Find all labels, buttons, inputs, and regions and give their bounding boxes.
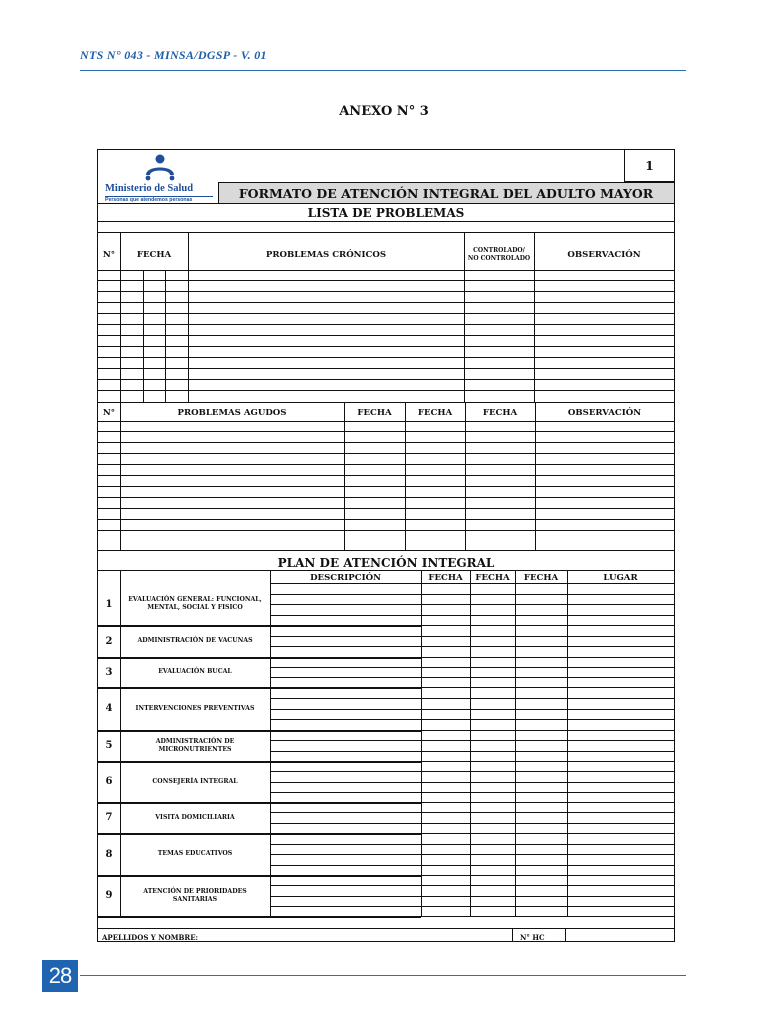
plan-item-rule xyxy=(98,916,421,918)
chronic-row-rule xyxy=(98,335,674,336)
chronic-row-rule xyxy=(98,390,674,391)
acute-col-date-1: FECHA xyxy=(357,408,392,418)
plan-subrow-rule xyxy=(270,698,674,699)
chronic-date-subdivider xyxy=(165,270,166,402)
plan-item-rule xyxy=(98,657,421,659)
plan-subrow-rule xyxy=(270,782,674,783)
plan-col-date-2: FECHA xyxy=(475,573,510,583)
acute-col-divider xyxy=(405,402,406,550)
plan-subrow-rule xyxy=(421,833,674,834)
plan-item-label: ATENCIÓN DE PRIORIDADES SANITARIAS xyxy=(143,887,247,903)
plan-subrow-rule xyxy=(270,615,674,616)
plan-col-date-3: FECHA xyxy=(523,573,559,583)
acute-row-rule xyxy=(98,475,674,476)
rule xyxy=(98,203,674,204)
plan-subrow-rule xyxy=(270,854,674,855)
hc-label: N° HC xyxy=(520,933,545,942)
footer-rule xyxy=(98,928,674,929)
person-icon xyxy=(140,153,180,183)
plan-subrow-rule xyxy=(421,687,674,688)
header-rule xyxy=(80,70,686,71)
form-title: FORMATO DE ATENCIÓN INTEGRAL DEL ADULTO MAYOR xyxy=(238,186,654,201)
plan-subrow-rule xyxy=(421,875,674,876)
chronic-col-controlled-2: NO CONTROLADO xyxy=(467,255,531,262)
plan-subrow-rule xyxy=(270,594,674,595)
plan-header-rule xyxy=(270,583,674,584)
plan-subrow-rule xyxy=(421,802,674,803)
plan-subrow-rule xyxy=(270,906,674,907)
hc-field[interactable] xyxy=(568,930,672,942)
chronic-col-num: N° xyxy=(102,250,116,260)
plan-item-label: ADMINISTRACIÓN DE MICRONUTRIENTES xyxy=(155,737,235,753)
form-subtitle: LISTA DE PROBLEMAS xyxy=(307,206,465,220)
plan-item-number: 9 xyxy=(105,890,113,901)
plan-item-label: EVALUACIÓN GENERAL: FUNCIONAL, MENTAL, SOCIAL Y FISICO xyxy=(128,596,262,611)
plan-subrow-rule xyxy=(270,792,674,793)
plan-item-rule xyxy=(98,625,421,627)
acute-col-date-2: FECHA xyxy=(417,408,453,418)
plan-item-number: 3 xyxy=(105,666,113,678)
acute-row-rule xyxy=(98,431,674,432)
plan-subrow-rule xyxy=(270,677,674,678)
plan-item-number: 1 xyxy=(105,598,113,610)
plan-item-label: VISITA DOMICILIARIA xyxy=(155,813,235,821)
plan-subrow-rule xyxy=(421,916,674,917)
surname-name-field[interactable] xyxy=(202,930,512,942)
plan-subrow-rule xyxy=(270,740,674,741)
logo-tagline: Personas que atendemos personas xyxy=(105,197,193,203)
acute-col-divider xyxy=(535,402,536,550)
page-number: 28 xyxy=(42,960,78,992)
acute-col-divider xyxy=(120,402,121,550)
plan-item-number: 4 xyxy=(105,703,113,714)
chronic-col-controlled-1: CONTROLADO/ xyxy=(473,247,525,254)
plan-col-place: LUGAR xyxy=(603,573,638,583)
acute-row-rule xyxy=(98,508,674,509)
footer-divider xyxy=(512,928,513,941)
acute-row-rule xyxy=(98,530,674,531)
chronic-date-subdivider xyxy=(143,270,144,402)
chronic-row-rule xyxy=(98,313,674,314)
plan-item-number: 8 xyxy=(105,848,113,860)
acute-row-rule xyxy=(98,497,674,498)
footer-rule xyxy=(80,975,686,976)
plan-subrow-rule xyxy=(270,751,674,752)
chronic-col-date: FECHA xyxy=(136,250,172,260)
plan-subrow-rule xyxy=(270,865,674,866)
acute-row-rule xyxy=(98,453,674,454)
acute-col-divider xyxy=(465,402,466,550)
chronic-col-divider xyxy=(464,232,465,402)
acute-row-rule xyxy=(98,442,674,443)
plan-subrow-rule xyxy=(421,761,674,762)
acute-col-divider xyxy=(344,402,345,550)
plan-subrow-rule xyxy=(270,844,674,845)
chronic-col-divider xyxy=(120,232,121,402)
chronic-row-rule xyxy=(98,324,674,325)
chronic-row-rule xyxy=(98,302,674,303)
plan-item-rule xyxy=(98,761,421,763)
ministry-logo xyxy=(102,152,220,204)
plan-title-rule xyxy=(98,570,674,571)
acute-row-rule xyxy=(98,486,674,487)
plan-item-rule xyxy=(98,687,421,689)
plan-subrow-rule xyxy=(270,771,674,772)
chronic-row-rule xyxy=(98,379,674,380)
acute-header-rule xyxy=(98,421,674,422)
plan-subrow-rule xyxy=(270,719,674,720)
plan-title: PLAN DE ATENCIÓN INTEGRAL xyxy=(277,556,495,570)
acute-end-rule xyxy=(98,550,674,551)
rule xyxy=(98,232,674,233)
chronic-row-rule xyxy=(98,368,674,369)
chronic-row-rule xyxy=(98,357,674,358)
plan-item-rule xyxy=(98,802,421,804)
plan-item-label: EVALUACIÓN BUCAL xyxy=(158,668,232,675)
plan-subrow-rule xyxy=(421,730,674,731)
chronic-header-rule xyxy=(98,270,674,271)
acute-col-date-3: FECHA xyxy=(482,408,518,418)
footer-divider xyxy=(565,928,566,941)
plan-subrow-rule xyxy=(270,885,674,886)
plan-item-label: CONSEJERÍA INTEGRAL xyxy=(152,777,238,785)
plan-subrow-rule xyxy=(270,646,674,647)
chronic-row-rule xyxy=(98,291,674,292)
plan-item-label: ADMINISTRACIÓN DE VACUNAS xyxy=(137,637,253,644)
plan-subrow-rule xyxy=(270,667,674,668)
chronic-row-rule xyxy=(98,346,674,347)
chronic-col-divider xyxy=(188,232,189,402)
plan-subrow-rule xyxy=(421,657,674,658)
plan-subrow-rule xyxy=(270,823,674,824)
plan-item-number: 7 xyxy=(105,812,113,823)
logo-name: Ministerio de Salud xyxy=(105,183,194,194)
plan-item-label: TEMAS EDUCATIVOS xyxy=(157,850,233,857)
care-form xyxy=(97,149,675,942)
plan-item-number: 5 xyxy=(105,740,113,751)
plan-item-rule xyxy=(98,730,421,732)
acute-col-obs: OBSERVACIÓN xyxy=(567,408,642,418)
document-code: NTS N° 043 - MINSA/DGSP - V. 01 xyxy=(80,48,267,62)
plan-subrow-rule xyxy=(270,636,674,637)
plan-subrow-rule xyxy=(270,812,674,813)
plan-col-date-1: FECHA xyxy=(428,573,463,583)
acute-row-rule xyxy=(98,464,674,465)
chronic-row-rule xyxy=(98,280,674,281)
plan-subrow-rule xyxy=(421,625,674,626)
chronic-col-obs: OBSERVACIÓN xyxy=(567,250,641,260)
annex-title: ANEXO N° 3 xyxy=(339,104,429,119)
acute-col-problems: PROBLEMAS AGUDOS xyxy=(177,408,287,418)
plan-subrow-rule xyxy=(270,604,674,605)
rule xyxy=(98,221,674,222)
plan-item-label: INTERVENCIONES PREVENTIVAS xyxy=(135,704,255,712)
plan-subrow-rule xyxy=(270,709,674,710)
surname-name-label: APELLIDOS Y NOMBRE: xyxy=(102,933,199,942)
plan-item-rule xyxy=(98,833,421,835)
plan-item-number: 6 xyxy=(105,776,113,787)
plan-col-desc: DESCRIPCIÓN xyxy=(310,573,381,583)
acute-row-rule xyxy=(98,519,674,520)
plan-item-rule xyxy=(98,875,421,877)
chronic-col-problems: PROBLEMAS CRÓNICOS xyxy=(265,250,387,260)
page-box-number: 1 xyxy=(645,158,654,173)
chronic-col-divider xyxy=(534,232,535,402)
acute-col-num: N° xyxy=(102,408,116,418)
plan-subrow-rule xyxy=(270,896,674,897)
plan-item-number: 2 xyxy=(105,635,113,647)
plan-num-divider xyxy=(120,570,121,916)
chronic-end-rule xyxy=(98,402,674,403)
